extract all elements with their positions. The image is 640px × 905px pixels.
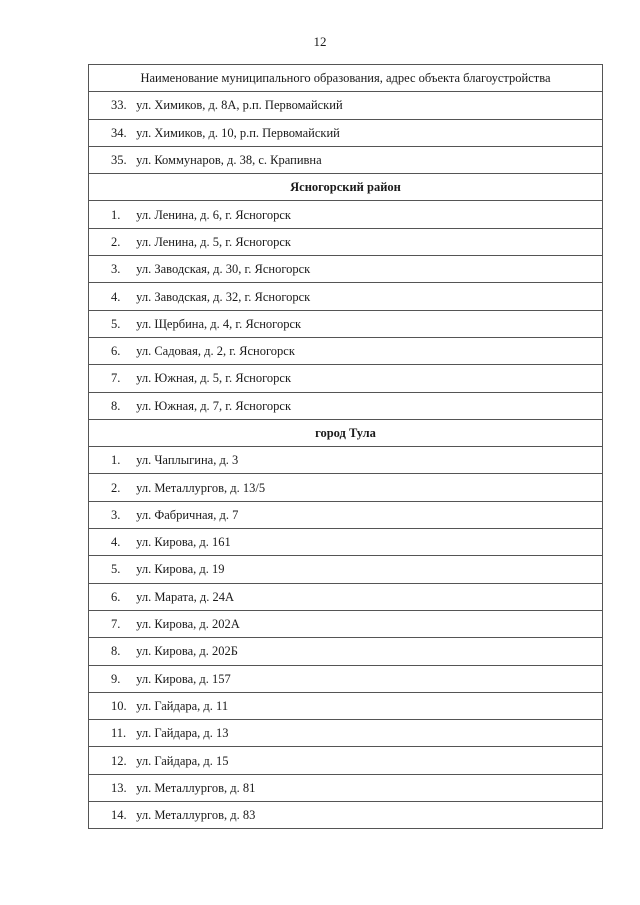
address-cell [89, 583, 603, 610]
table-row [89, 92, 603, 119]
item-number: 33. [111, 98, 127, 113]
address-cell [89, 720, 603, 747]
address-text: ул. Чаплыгина, д. 3 [136, 453, 239, 468]
item-number: 34. [111, 125, 127, 140]
table-row [89, 365, 603, 392]
item-number: 10. [111, 698, 127, 713]
address-text: ул. Металлургов, д. 83 [136, 808, 256, 823]
table-row [89, 119, 603, 146]
address-cell [89, 447, 603, 474]
item-number: 3. [111, 507, 121, 522]
address-cell [89, 665, 603, 692]
table-row [89, 529, 603, 556]
item-number: 8. [111, 398, 121, 413]
table-header-row [89, 65, 603, 92]
address-cell [89, 774, 603, 801]
address-text: ул. Марата, д. 24А [136, 589, 235, 604]
item-number: 13. [111, 780, 127, 795]
item-number: 6. [111, 344, 121, 359]
item-number: 5. [111, 316, 121, 331]
table-header-cell: Наименование муниципального образования, адрес объекта благоустройства [89, 65, 603, 92]
address-text: ул. Металлургов, д. 81 [136, 780, 256, 795]
table-row [89, 283, 603, 310]
address-cell [89, 283, 603, 310]
table-row [89, 256, 603, 283]
item-number: 8. [111, 644, 121, 659]
address-text: ул. Ленина, д. 6, г. Ясногорск [136, 207, 291, 222]
address-cell [89, 146, 603, 173]
table-row [89, 201, 603, 228]
table-row [89, 474, 603, 501]
address-cell [89, 201, 603, 228]
address-text: ул. Фабричная, д. 7 [136, 507, 239, 522]
item-number: 5. [111, 562, 121, 577]
address-cell [89, 747, 603, 774]
item-number: 4. [111, 535, 121, 550]
address-text: ул. Кирова, д. 202А [136, 617, 240, 632]
table-row [89, 310, 603, 337]
item-number: 35. [111, 153, 127, 168]
address-text: ул. Химиков, д. 8А, р.п. Первомайский [136, 98, 343, 113]
address-text: ул. Гайдара, д. 11 [136, 698, 229, 713]
address-cell [89, 638, 603, 665]
table-row [89, 610, 603, 637]
table-row [89, 337, 603, 364]
table-row [89, 665, 603, 692]
address-cell [89, 310, 603, 337]
address-text: ул. Южная, д. 5, г. Ясногорск [136, 371, 292, 386]
item-number: 11. [111, 726, 127, 741]
address-text: ул. Металлургов, д. 13/5 [136, 480, 266, 495]
item-number: 1. [111, 207, 121, 222]
item-number: 3. [111, 262, 121, 277]
address-text: ул. Ленина, д. 5, г. Ясногорск [136, 234, 291, 249]
address-text: ул. Кирова, д. 157 [136, 671, 231, 686]
address-text: ул. Заводская, д. 32, г. Ясногорск [136, 289, 311, 304]
address-cell [89, 529, 603, 556]
address-cell [89, 256, 603, 283]
table-row [89, 228, 603, 255]
table-row [89, 556, 603, 583]
address-text: ул. Заводская, д. 30, г. Ясногорск [136, 262, 311, 277]
address-cell [89, 802, 603, 829]
address-cell [89, 501, 603, 528]
address-cell [89, 474, 603, 501]
item-number: 1. [111, 453, 121, 468]
section-heading: город Тула [89, 419, 603, 446]
table-row [89, 447, 603, 474]
address-text: ул. Химиков, д. 10, р.п. Первомайский [136, 125, 340, 140]
address-text: ул. Кирова, д. 202Б [136, 644, 238, 659]
address-cell [89, 365, 603, 392]
item-number: 12. [111, 753, 127, 768]
table-row [89, 692, 603, 719]
item-number: 6. [111, 589, 121, 604]
item-number: 14. [111, 808, 127, 823]
address-text: ул. Гайдара, д. 13 [136, 726, 229, 741]
address-text: ул. Южная, д. 7, г. Ясногорск [136, 398, 292, 413]
address-cell [89, 556, 603, 583]
item-number: 4. [111, 289, 121, 304]
address-cell [89, 610, 603, 637]
address-table-body [89, 65, 603, 829]
address-text: ул. Коммунаров, д. 38, с. Крапивна [136, 153, 322, 168]
address-text: ул. Кирова, д. 161 [136, 535, 231, 550]
item-number: 7. [111, 617, 121, 632]
section-heading-row [89, 174, 603, 201]
table-row [89, 146, 603, 173]
table-row [89, 747, 603, 774]
item-number: 7. [111, 371, 121, 386]
address-cell [89, 228, 603, 255]
address-cell [89, 119, 603, 146]
address-text: ул. Щербина, д. 4, г. Ясногорск [136, 316, 302, 331]
section-heading: Ясногорский район [89, 174, 603, 201]
address-text: ул. Гайдара, д. 15 [136, 753, 229, 768]
address-text: ул. Кирова, д. 19 [136, 562, 225, 577]
address-table [88, 64, 603, 829]
table-row [89, 392, 603, 419]
table-row [89, 638, 603, 665]
table-row [89, 583, 603, 610]
item-number: 9. [111, 671, 121, 686]
address-cell [89, 692, 603, 719]
address-text: ул. Садовая, д. 2, г. Ясногорск [136, 344, 295, 359]
table-row [89, 802, 603, 829]
address-cell [89, 337, 603, 364]
table-row [89, 720, 603, 747]
section-heading-row [89, 419, 603, 446]
page-number: 12 [313, 34, 327, 49]
table-row [89, 501, 603, 528]
address-cell [89, 392, 603, 419]
item-number: 2. [111, 480, 121, 495]
table-row [89, 774, 603, 801]
item-number: 2. [111, 234, 121, 249]
address-cell [89, 92, 603, 119]
